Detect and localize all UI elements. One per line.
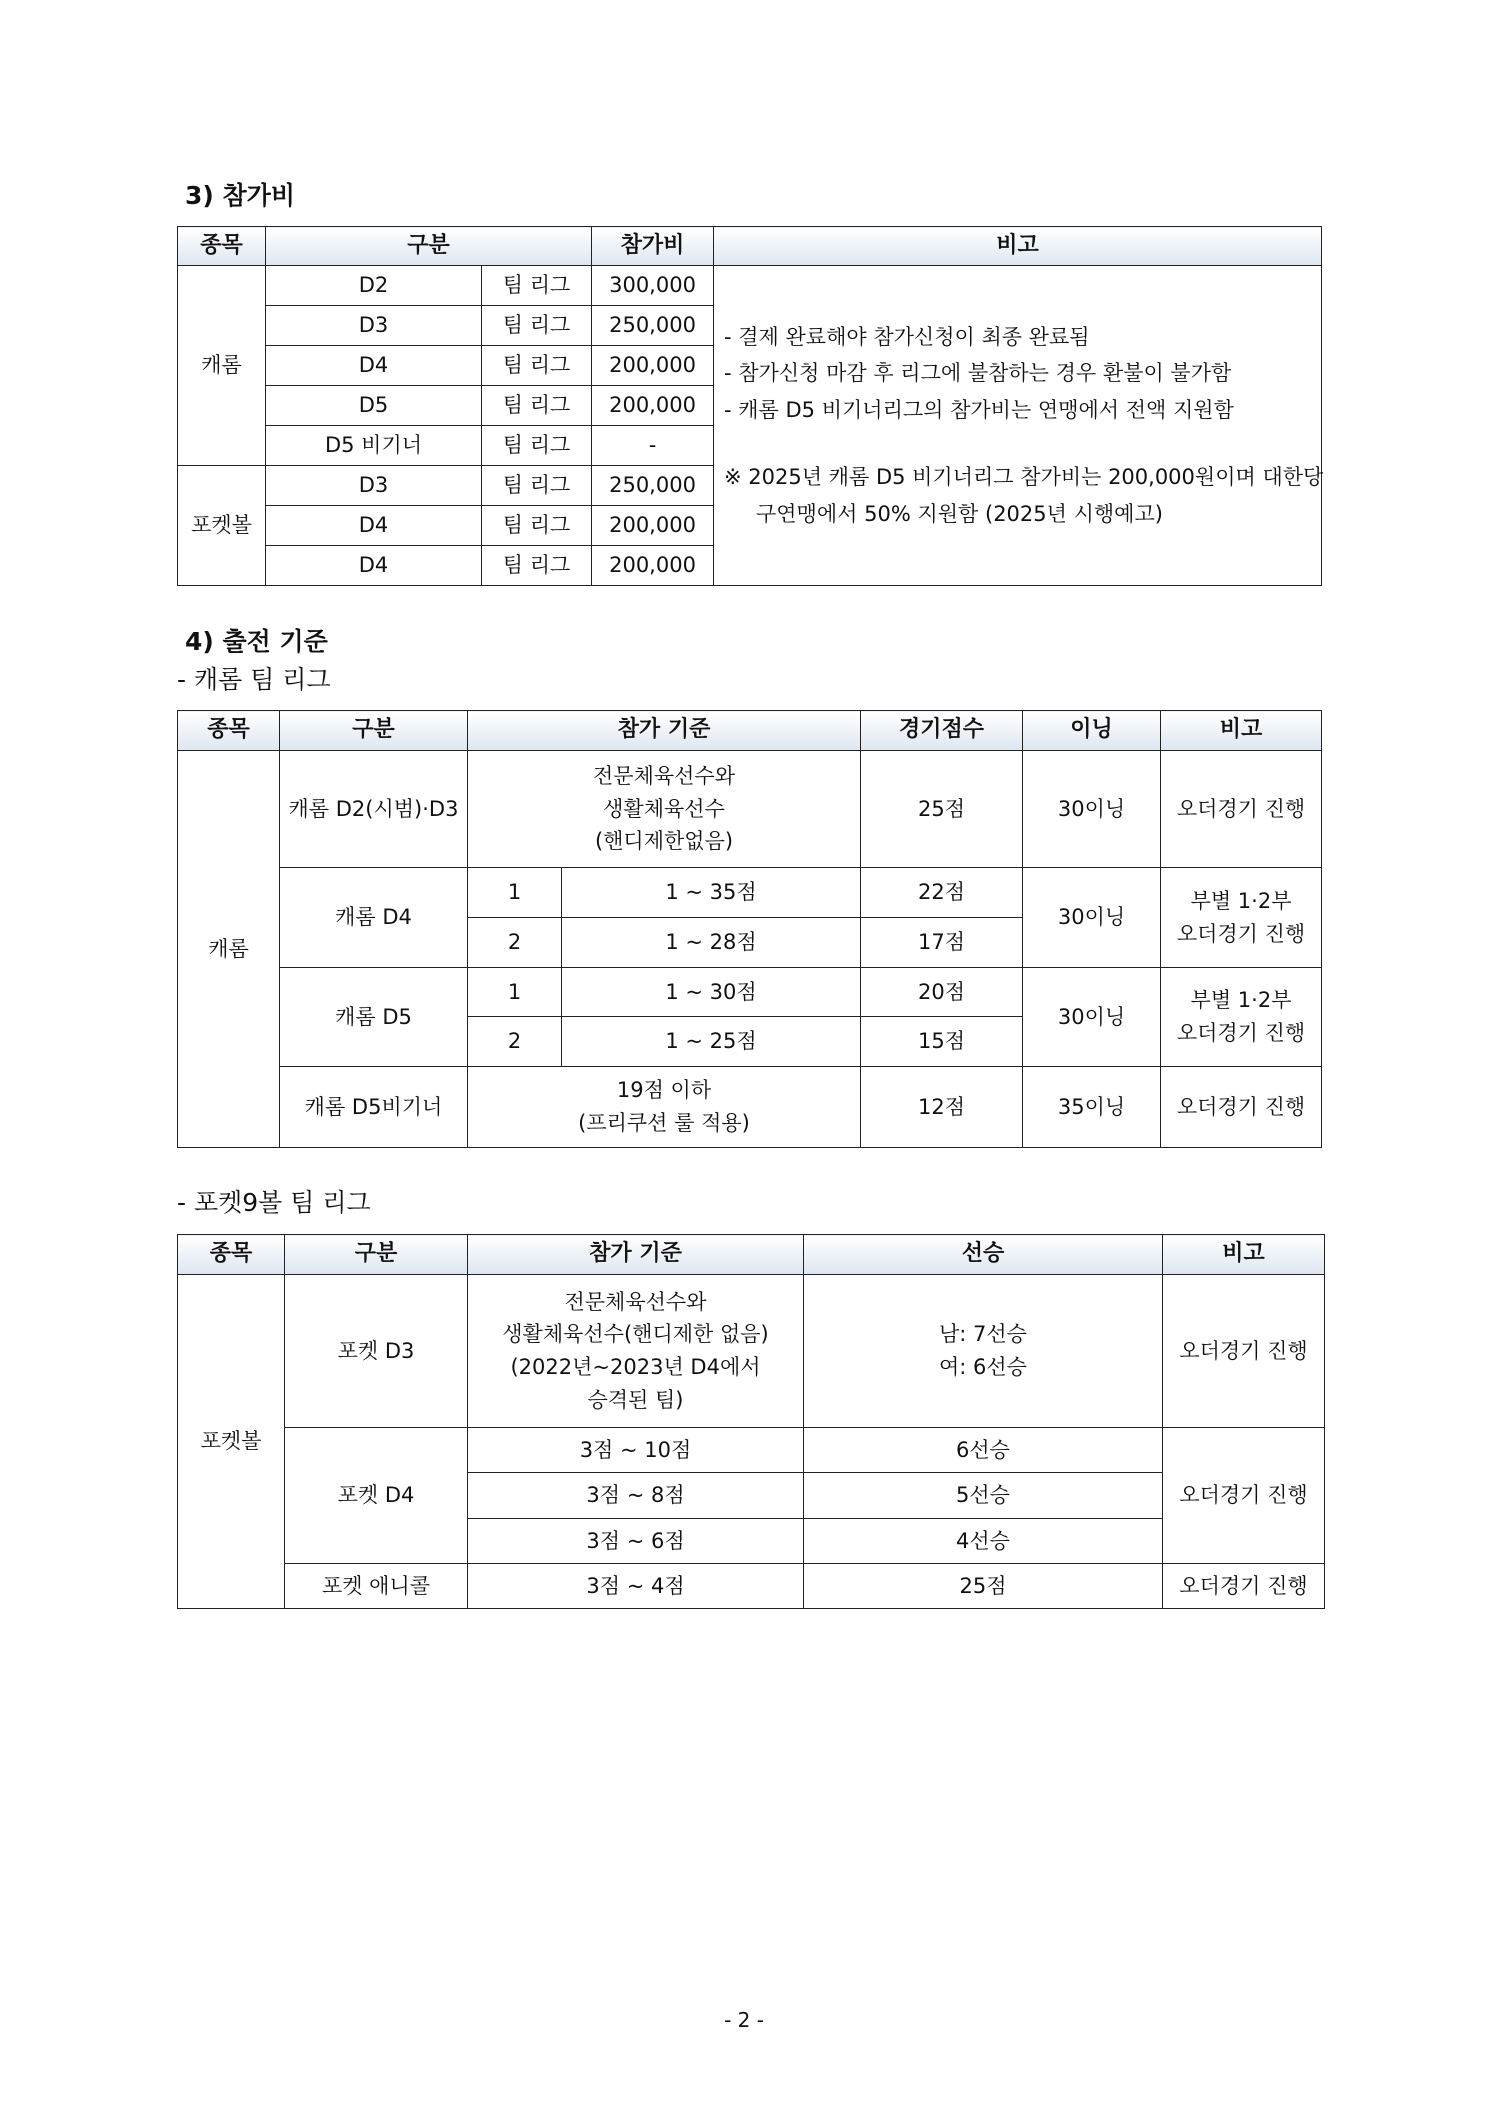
fee-division: D3 bbox=[266, 466, 482, 506]
carom-header-criteria: 참가 기준 bbox=[468, 711, 861, 751]
fee-division: D4 bbox=[266, 546, 482, 586]
carom-header-note: 비고 bbox=[1161, 711, 1322, 751]
fee-amount: 200,000 bbox=[592, 546, 714, 586]
criteria-line: (프리쿠션 룰 적용) bbox=[578, 1111, 750, 1135]
pocket-d4-wins: 5선승 bbox=[804, 1473, 1163, 1519]
carom-d5b-score: 12점 bbox=[861, 1067, 1023, 1148]
pocket-header-division: 구분 bbox=[285, 1235, 468, 1275]
carom-subheading: - 캐롬 팀 리그 bbox=[177, 665, 331, 694]
wins-line: 남: 7선승 bbox=[939, 1322, 1027, 1347]
pocket-d4-division: 포켓 D4 bbox=[285, 1428, 468, 1564]
pocket-subheading: - 포켓9볼 팀 리그 bbox=[177, 1188, 371, 1217]
carom-d2-score: 25점 bbox=[861, 751, 1023, 868]
fee-notes bbox=[714, 266, 1322, 586]
carom-d2-inning: 30이닝 bbox=[1023, 751, 1161, 868]
criteria-line: (핸디제한없음) bbox=[594, 829, 734, 854]
pocket-header-note: 비고 bbox=[1163, 1235, 1325, 1275]
fee-type: 팀 리그 bbox=[482, 306, 592, 346]
carom-d5b-criteria bbox=[468, 1067, 861, 1148]
pocket-d4-wins: 4선승 bbox=[804, 1519, 1163, 1564]
fee-amount: 200,000 bbox=[592, 346, 714, 386]
pocket-category: 포켓볼 bbox=[178, 1275, 285, 1609]
fee-division: D2 bbox=[266, 266, 482, 306]
fee-amount: - bbox=[592, 426, 714, 466]
criteria-line: 전문체육선수와 bbox=[564, 1289, 707, 1314]
fee-division: D4 bbox=[266, 346, 482, 386]
carom-d4-range: 1 ~ 35점 bbox=[562, 868, 861, 918]
pocket-anycall-note: 오더경기 진행 bbox=[1163, 1564, 1325, 1609]
fee-table bbox=[177, 226, 1322, 586]
fee-header-fee: 참가비 bbox=[592, 227, 714, 266]
carom-d5-range: 1 ~ 30점 bbox=[562, 968, 861, 1017]
carom-d5-tier: 1 bbox=[468, 968, 562, 1017]
fee-note-item: - 캐롬 D5 비기너리그의 참가비는 연맹에서 전액 지원함 bbox=[724, 398, 1234, 423]
carom-d5-score: 20점 bbox=[861, 968, 1023, 1017]
carom-d4-range: 1 ~ 28점 bbox=[562, 918, 861, 968]
fee-note-2025-line2: 구연맹에서 50% 지원함 (2025년 시행예고) bbox=[756, 501, 1163, 526]
fee-category-carom: 캐롬 bbox=[178, 266, 266, 466]
fee-type: 팀 리그 bbox=[482, 466, 592, 506]
fee-header-division: 구분 bbox=[266, 227, 592, 266]
fee-division: D4 bbox=[266, 506, 482, 546]
fee-amount: 200,000 bbox=[592, 386, 714, 426]
carom-header-score: 경기점수 bbox=[861, 711, 1023, 751]
fee-category-pocket: 포켓볼 bbox=[178, 466, 266, 586]
criteria-line: 생활체육선수 bbox=[603, 796, 725, 821]
pocket-header-category: 종목 bbox=[178, 1235, 285, 1275]
criteria-line: (2022년~2023년 D4에서 bbox=[510, 1355, 761, 1379]
pocket-d4-range: 3점 ~ 6점 bbox=[468, 1519, 804, 1564]
fee-type: 팀 리그 bbox=[482, 506, 592, 546]
carom-d4-score: 17점 bbox=[861, 918, 1023, 968]
fee-type: 팀 리그 bbox=[482, 266, 592, 306]
fee-amount: 200,000 bbox=[592, 506, 714, 546]
carom-header-inning: 이닝 bbox=[1023, 711, 1161, 751]
fee-division: D3 bbox=[266, 306, 482, 346]
carom-d5b-note: 오더경기 진행 bbox=[1161, 1067, 1322, 1148]
note-line: 부별 1·2부 bbox=[1190, 988, 1292, 1013]
pocket-anycall-wins: 25점 bbox=[804, 1564, 1163, 1609]
fee-type: 팀 리그 bbox=[482, 426, 592, 466]
fee-type: 팀 리그 bbox=[482, 546, 592, 586]
carom-d5b-inning: 35이닝 bbox=[1023, 1067, 1161, 1148]
note-line: 오더경기 진행 bbox=[1176, 1021, 1306, 1045]
fee-note-item: - 결제 완료해야 참가신청이 최종 완료됨 bbox=[724, 324, 1090, 349]
criteria-heading: 4) 출전 기준 bbox=[185, 627, 328, 656]
pocket-d4-range: 3점 ~ 10점 bbox=[468, 1428, 804, 1473]
pocket-d4-note: 오더경기 진행 bbox=[1163, 1428, 1325, 1564]
carom-criteria-table bbox=[177, 710, 1322, 1148]
carom-d4-inning: 30이닝 bbox=[1023, 868, 1161, 968]
pocket-anycall-division: 포켓 애니콜 bbox=[285, 1564, 468, 1609]
carom-d2-criteria bbox=[468, 751, 861, 868]
fee-amount: 250,000 bbox=[592, 466, 714, 506]
pocket-d3-wins bbox=[804, 1275, 1163, 1428]
fee-division: D5 비기너 bbox=[266, 426, 482, 466]
pocket-d3-note: 오더경기 진행 bbox=[1163, 1275, 1325, 1428]
fee-header-category: 종목 bbox=[178, 227, 266, 266]
note-line: 부별 1·2부 bbox=[1190, 888, 1292, 913]
pocket-d4-range: 3점 ~ 8점 bbox=[468, 1473, 804, 1519]
carom-d2-division: 캐롬 D2(시범)·D3 bbox=[280, 751, 468, 868]
criteria-line: 승격된 팀) bbox=[587, 1387, 684, 1412]
carom-d4-note bbox=[1161, 868, 1322, 968]
pocket-d3-division: 포켓 D3 bbox=[285, 1275, 468, 1428]
pocket-header-criteria: 참가 기준 bbox=[468, 1235, 804, 1275]
fee-amount: 300,000 bbox=[592, 266, 714, 306]
fee-amount: 250,000 bbox=[592, 306, 714, 346]
wins-line: 여: 6선승 bbox=[939, 1355, 1027, 1379]
fee-header-note: 비고 bbox=[714, 227, 1322, 266]
fee-type: 팀 리그 bbox=[482, 386, 592, 426]
carom-category: 캐롬 bbox=[178, 751, 280, 1148]
carom-d5-note bbox=[1161, 968, 1322, 1067]
pocket-anycall-range: 3점 ~ 4점 bbox=[468, 1564, 804, 1609]
criteria-line: 19점 이하 bbox=[616, 1078, 712, 1103]
note-line: 오더경기 진행 bbox=[1176, 921, 1306, 946]
carom-d2-note: 오더경기 진행 bbox=[1161, 751, 1322, 868]
criteria-line: 생활체육선수(핸디제한 없음) bbox=[502, 1322, 769, 1347]
carom-d4-division: 캐롬 D4 bbox=[280, 868, 468, 968]
carom-d5b-division: 캐롬 D5비기너 bbox=[280, 1067, 468, 1148]
carom-header-category: 종목 bbox=[178, 711, 280, 751]
pocket-header-wins: 선승 bbox=[804, 1235, 1163, 1275]
carom-d5-division: 캐롬 D5 bbox=[280, 968, 468, 1067]
carom-d5-tier: 2 bbox=[468, 1017, 562, 1067]
carom-d4-score: 22점 bbox=[861, 868, 1023, 918]
page-number: - 2 - bbox=[724, 2008, 764, 2032]
fee-division: D5 bbox=[266, 386, 482, 426]
pocket-d3-criteria bbox=[468, 1275, 804, 1428]
carom-d4-tier: 2 bbox=[468, 918, 562, 968]
criteria-line: 전문체육선수와 bbox=[593, 764, 736, 789]
fee-note-2025-line1: ※ 2025년 캐롬 D5 비기너리그 참가비는 200,000원이며 대한당 bbox=[724, 464, 1324, 489]
fee-note-item: - 참가신청 마감 후 리그에 불참하는 경우 환불이 불가함 bbox=[724, 361, 1232, 386]
carom-d5-inning: 30이닝 bbox=[1023, 968, 1161, 1067]
carom-d4-tier: 1 bbox=[468, 868, 562, 918]
carom-header-division: 구분 bbox=[280, 711, 468, 751]
carom-d5-range: 1 ~ 25점 bbox=[562, 1017, 861, 1067]
fee-type: 팀 리그 bbox=[482, 346, 592, 386]
carom-d5-score: 15점 bbox=[861, 1017, 1023, 1067]
fee-heading: 3) 참가비 bbox=[185, 181, 295, 210]
pocket-criteria-table bbox=[177, 1234, 1325, 1609]
pocket-d4-wins: 6선승 bbox=[804, 1428, 1163, 1473]
